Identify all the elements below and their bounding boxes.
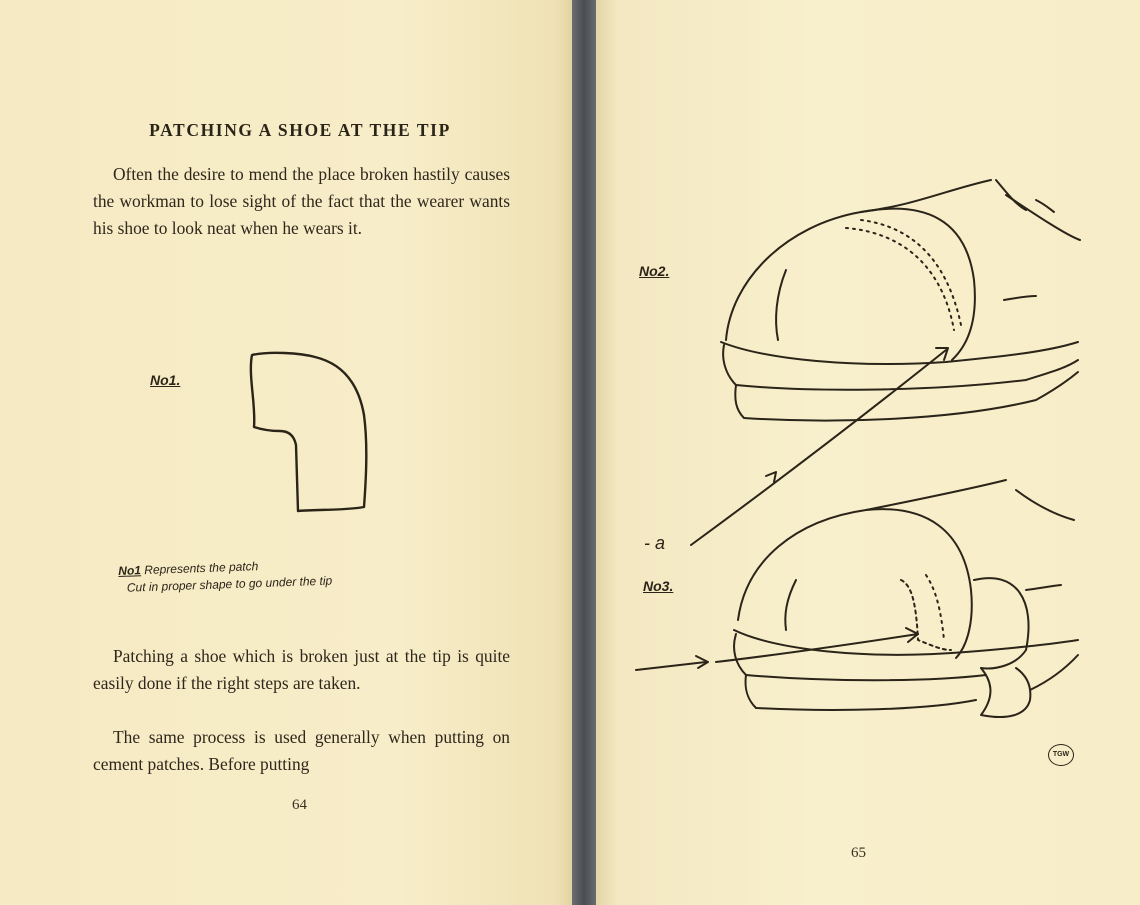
caption-label: No1	[118, 563, 142, 578]
paragraph-1: Often the desire to mend the place broken hastily causes the workman to lose sight of the fact that the wearer wants his shoe to look neat when he wears it.	[93, 164, 510, 238]
figure-label-a: - a	[644, 533, 666, 553]
arrow-a	[691, 350, 946, 545]
artist-monogram	[1048, 744, 1074, 766]
patch-drawing	[240, 345, 380, 525]
paragraph-2: Patching a shoe which is broken just at the tip is quite easily done if the right steps are taken.	[93, 646, 510, 693]
figure-caption	[118, 550, 479, 597]
figure-label-no2: No2.	[639, 263, 670, 279]
shoe-illustration	[596, 0, 1140, 905]
shoe-no3-drawing	[734, 480, 1078, 717]
figure-label-no1: No1.	[150, 372, 181, 388]
arrow-lower-mid	[716, 634, 918, 662]
shoe-no2-drawing	[721, 180, 1080, 421]
page-number-left: 64	[292, 797, 307, 813]
arrow-lower-left	[636, 662, 706, 670]
right-page	[596, 0, 1140, 905]
caption-line-2: Cut in proper shape to go under the tip	[126, 573, 333, 595]
page-heading: PATCHING A SHOE AT THE TIP	[149, 120, 451, 140]
figure-label-no3: No3.	[643, 578, 674, 594]
monogram-text: TGW	[1052, 751, 1070, 758]
page-number-right: 65	[851, 845, 866, 861]
paragraph-3: The same process is used generally when putting on cement patches. Before putting	[93, 727, 510, 774]
book-gutter	[572, 0, 596, 905]
patch-outline	[251, 353, 366, 511]
caption-line-1: Represents the patch	[144, 559, 259, 578]
